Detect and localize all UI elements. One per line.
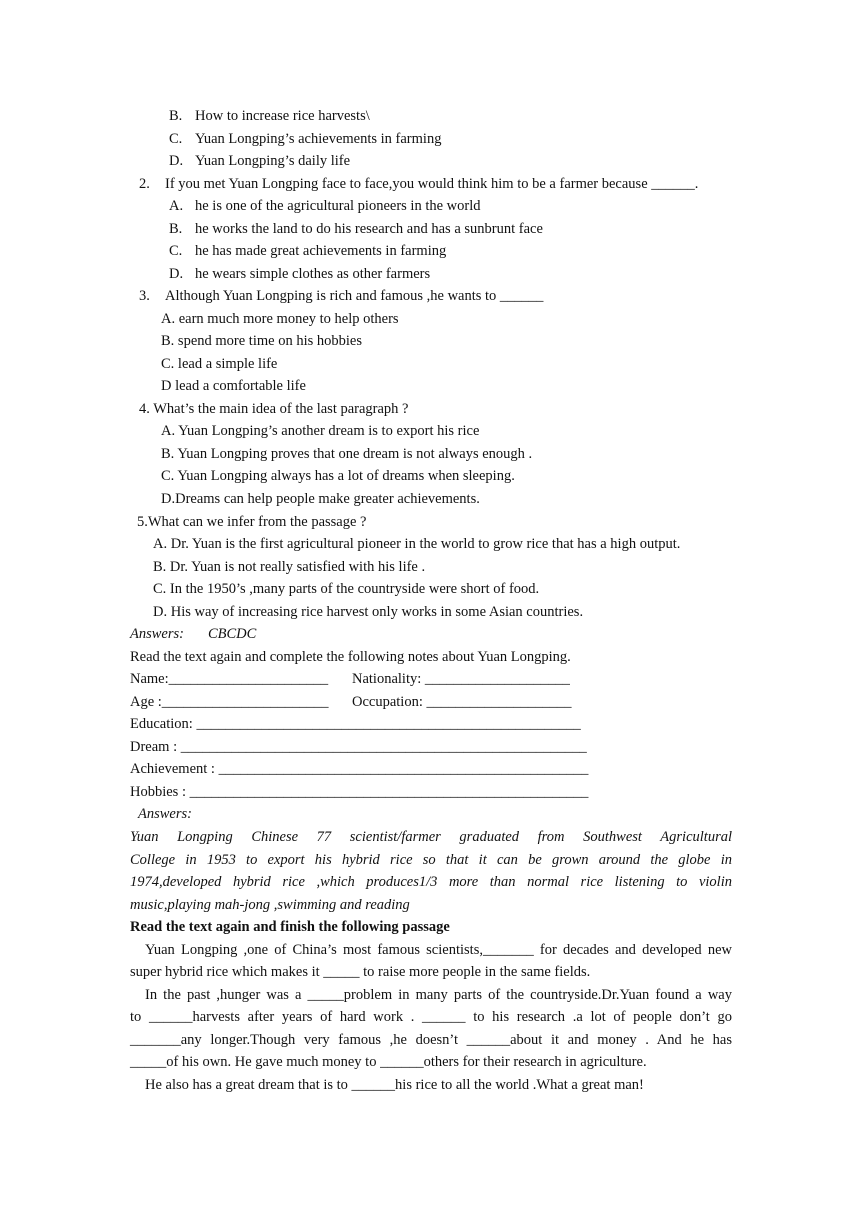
option-letter: C. bbox=[169, 131, 183, 147]
q4-option-b: B. Yuan Longping proves that one dream is not always enough . bbox=[161, 446, 533, 462]
question-number: 2. bbox=[139, 176, 150, 192]
education-field[interactable]: Education: _____________________________________________________ bbox=[130, 716, 581, 732]
notes-instruction: Read the text again and complete the following notes about Yuan Longping. bbox=[130, 649, 571, 665]
achievement-field[interactable]: Achievement : ___________________________________________________ bbox=[130, 761, 589, 777]
q2-option-b bbox=[169, 220, 543, 238]
option-letter: A. bbox=[169, 198, 184, 214]
age-field[interactable]: Age :_______________________ bbox=[130, 694, 329, 710]
name-field[interactable]: Name:______________________ bbox=[130, 671, 329, 687]
q3-stem bbox=[139, 287, 543, 305]
option-text: he works the land to do his research and has a sunbrunt face bbox=[195, 221, 543, 237]
q3-option-d: D lead a comfortable life bbox=[161, 378, 306, 394]
option-letter: C. bbox=[169, 243, 183, 259]
dream-field[interactable]: Dream : ________________________________________________________ bbox=[130, 739, 587, 755]
option-letter: D. bbox=[169, 266, 184, 282]
q2-option-c bbox=[169, 242, 446, 260]
q2-stem bbox=[139, 175, 698, 193]
q3-option-b: B. spend more time on his hobbies bbox=[161, 333, 362, 349]
q5-option-a: A. Dr. Yuan is the first agricultural pioneer in the world to grow rice that has a high output. bbox=[153, 536, 681, 552]
answers-value: CBCDC bbox=[207, 626, 257, 642]
question-text: If you met Yuan Longping face to face,you would think him to be a farmer because ______. bbox=[165, 176, 699, 192]
passage-p2-line-1: In the past ,hunger was a _____problem in many parts of the countryside.Dr.Yuan found a way bbox=[145, 987, 732, 1003]
occupation-field[interactable]: Occupation: ____________________ bbox=[352, 694, 572, 710]
option-text: he has made great achievements in farming bbox=[195, 243, 447, 259]
answers-label: Answers: bbox=[130, 626, 184, 642]
q4-stem: 4. What’s the main idea of the last paragraph ? bbox=[139, 401, 409, 417]
answers2-line-2: College in 1953 to export his hybrid rice so that it can be grown around the globe in bbox=[130, 852, 732, 868]
option-text: Yuan Longping’s daily life bbox=[195, 153, 351, 169]
option-text: he wears simple clothes as other farmers bbox=[195, 266, 431, 282]
passage-p3-line-1: He also has a great dream that is to ______his rice to all the world .What a great man! bbox=[145, 1077, 644, 1093]
q4-option-d: D.Dreams can help people make greater achievements. bbox=[161, 491, 480, 507]
answers2-label: Answers: bbox=[138, 806, 192, 822]
answers2-line-4: music,playing mah-jong ,swimming and reading bbox=[130, 897, 410, 913]
q5-stem: 5.What can we infer from the passage ? bbox=[137, 514, 367, 530]
q3-option-c: C. lead a simple life bbox=[161, 356, 278, 372]
option-letter: B. bbox=[169, 108, 183, 124]
q1-option-d bbox=[169, 152, 350, 170]
q1-option-b bbox=[169, 107, 370, 125]
q2-option-a bbox=[169, 197, 480, 215]
q1-option-c bbox=[169, 130, 441, 148]
option-text: How to increase rice harvests\ bbox=[195, 108, 370, 124]
question-text: Although Yuan Longping is rich and famous ,he wants to ______ bbox=[165, 288, 544, 304]
hobbies-field[interactable]: Hobbies : _______________________________________________________ bbox=[130, 784, 589, 800]
passage-p1-line-1: Yuan Longping ,one of China’s most famous scientists,_______ for decades and developed new bbox=[145, 942, 732, 958]
answers2-line-1: Yuan Longping Chinese 77 scientist/farmer graduated from Southwest Agricultural bbox=[130, 829, 732, 845]
q5-option-b: B. Dr. Yuan is not really satisfied with his life . bbox=[153, 559, 426, 575]
answers2-line-3: 1974,developed hybrid rice ,which produces1/3 more than normal rice listening to violin bbox=[130, 874, 732, 890]
passage-p1-line-2: super hybrid rice which makes it _____ to raise more people in the same fields. bbox=[130, 964, 591, 980]
passage-p2-line-2: to ______harvests after years of hard work . ______ to his research .a lot of people don’t go bbox=[130, 1009, 732, 1025]
passage-p2-line-4: _____of his own. He gave much money to ______others for their research in agriculture. bbox=[130, 1054, 647, 1070]
nationality-field[interactable]: Nationality: ____________________ bbox=[352, 671, 570, 687]
q4-option-c: C. Yuan Longping always has a lot of dreams when sleeping. bbox=[161, 468, 515, 484]
q4-option-a: A. Yuan Longping’s another dream is to export his rice bbox=[161, 423, 480, 439]
option-letter: B. bbox=[169, 221, 183, 237]
answers-line bbox=[130, 625, 256, 643]
q5-option-d: D. His way of increasing rice harvest only works in some Asian countries. bbox=[153, 604, 584, 620]
q5-option-c: C. In the 1950’s ,many parts of the countryside were short of food. bbox=[153, 581, 540, 597]
passage-p2-line-3: _______any longer.Though very famous ,he doesn’t ______about it and money . And he has bbox=[130, 1032, 732, 1048]
option-letter: D. bbox=[169, 153, 184, 169]
passage-heading: Read the text again and finish the following passage bbox=[130, 919, 450, 935]
option-text: Yuan Longping’s achievements in farming bbox=[195, 131, 442, 147]
q2-option-d bbox=[169, 265, 430, 283]
option-text: he is one of the agricultural pioneers in the world bbox=[195, 198, 481, 214]
q3-option-a: A. earn much more money to help others bbox=[161, 311, 399, 327]
question-number: 3. bbox=[139, 288, 150, 304]
